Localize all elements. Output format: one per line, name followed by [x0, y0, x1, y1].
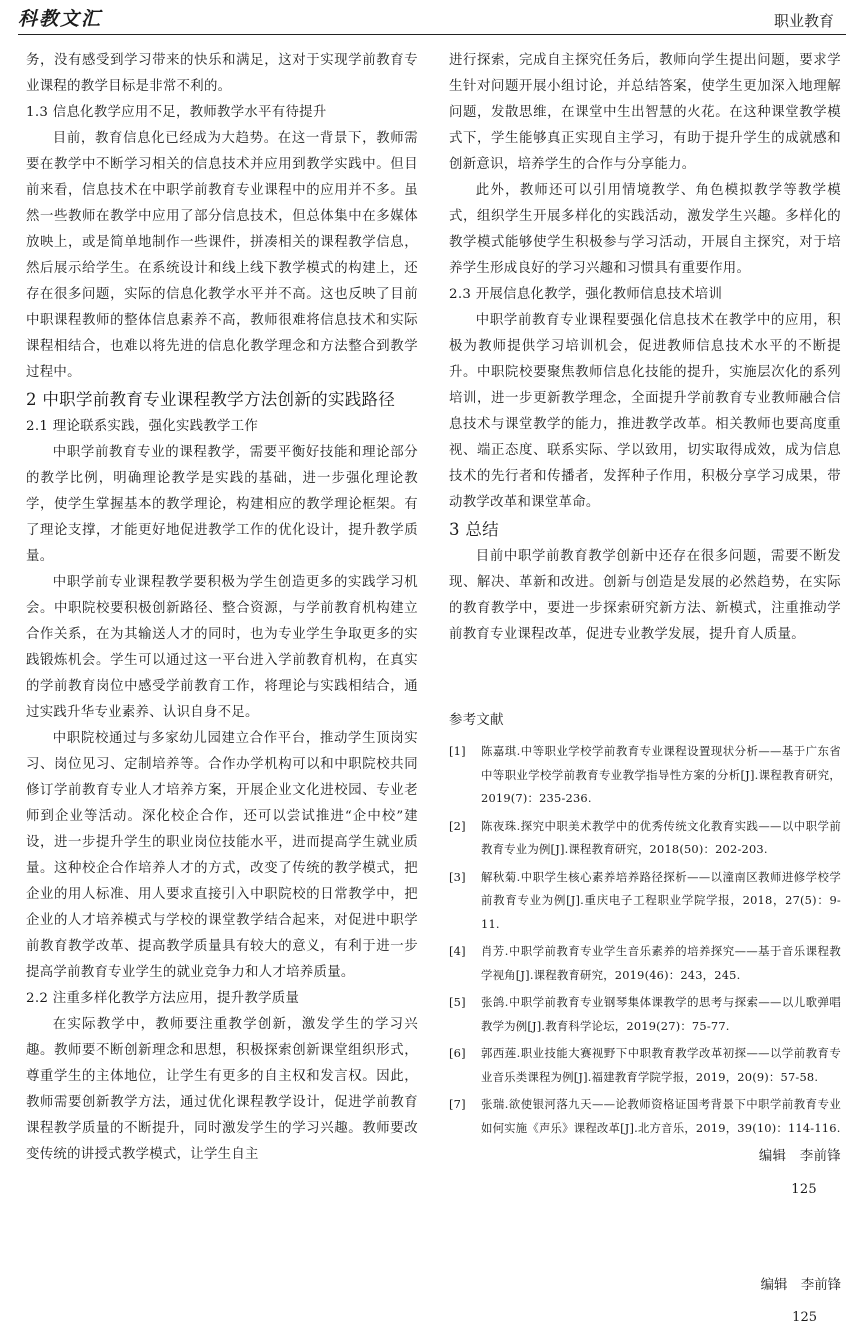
section-heading: 2 中职学前教育专业课程教学方法创新的实践路径 [26, 390, 396, 409]
reference-item [449, 1042, 841, 1089]
paragraph: 中职学前教育专业课程要强化信息技术在教学中的应用，积极为教师提供学习培训机会，促进教师信息技术水平的不断提升。中职院校要聚焦教师信息化技能的提升，实施层次化的系列培训，进一步更新教学理念，全面提升学前教育专业教师融合信息技术与课堂教学的能力，推进教学改革。相关教师也要高度重视、端正态度、联系实际、学以致用，切实取得成效，成为信息技术的先行者和传播者，发挥种子作用，积极分享学习成果，带动教学改革和课堂革命。 [449, 313, 841, 510]
subsection-heading: 2.2 注重多样化教学方法应用，提升教学质量 [26, 991, 300, 1006]
reference-item [449, 1093, 841, 1140]
reference-text: 张鸽.中职学前教育专业钢琴集体课教学的思考与探索——以儿歌弹唱教学为例[J].教育科学论坛，2019(27)：75-77. [481, 995, 841, 1033]
paragraph: 中职学前专业课程教学要积极为学生创造更多的实践学习机会。中职院校要积极创新路径、整合资源，与学前教育机构建立合作关系，在为其输送人才的同时，也为专业学生争取更多的实践锻炼机会。学生可以通过这一平台进入学前教育机构，在真实的学前教育岗位中感受学前教育工作，将理论与实践相结合，通过实践升华专业素养、认识自身不足。 [26, 575, 418, 720]
reference-number: [7] [449, 1097, 466, 1111]
footer-page-number: 125 [792, 1310, 817, 1325]
subsection-heading: 2.1 理论联系实践，强化实践教学工作 [26, 419, 259, 434]
paragraph: 中职院校通过与多家幼儿园建立合作平台，推动学生顶岗实习、岗位见习、定制培养等。合作办学机构可以和中职院校共同修订学前教育专业人才培养方案，开展企业文化进校园、专业老师到企业等活动。深化校企合作，还可以尝试推进“企中校”建设，进一步提升学生的职业岗位技能水平，进而提高学生就业质量。这种校企合作培养人才的方式，改变了传统的教学模式，把企业的用人标准、用人要求直接引入中职院校的日常教学中，把企业的人才培养模式与学校的课堂教学结合起来，对促进中职学前教育教学改革、提高教学质量具有较大的意义，有利于进一步提高学前教育专业学生的就业竞争力和人才培养质量。 [26, 731, 418, 980]
paragraph: 目前中职学前教育教学创新中还存在很多问题，需要不断发现、解决、革新和改进。创新与创造是发展的必然趋势，在实际的教育教学中，要进一步探索研究新方法、新模式，注重推动学前教育专业课程改革，促进专业教学发展，提升育人质量。 [449, 549, 841, 642]
paragraph: 此外，教师还可以引用情境教学、角色模拟教学等教学模式，组织学生开展多样化的实践活动，激发学生兴趣。多样化的教学模式能够使学生积极参与学习活动，开展自主探究，对于培养学生形成良好的学习兴趣和习惯具有重要作用。 [449, 183, 841, 276]
header-rule [18, 34, 846, 35]
reference-text: 解秋菊.中职学生核心素养培养路径探析——以潼南区教师进修学校学前教育专业为例[J].重庆电子工程职业学院学报，2018，27(5)：9-11. [481, 869, 841, 931]
reference-number: [6] [449, 1046, 466, 1060]
right-column-body [449, 48, 841, 648]
right-column [449, 48, 841, 1200]
reference-number: [2] [449, 818, 466, 833]
editor-credit: 编辑 李前锋 [758, 1149, 841, 1164]
reference-text: 肖芳.中职学前教育专业学生音乐素养的培养探究——基于音乐课程教学视角[J].课程教育研究，2019(46)：243，245. [481, 944, 841, 982]
reference-text: 陈嘉琪.中等职业学校学前教育专业课程设置现状分析——基于广东省中等职业学校学前教育专业教学指导性方案的分析[J].课程教育研究，2019(7)：235-236. [481, 744, 841, 805]
reference-text: 张瑞.欲使银河落九天——论教师资格证国考背景下中职学前教育专业如何实施《声乐》课程改革[J].北方音乐，2019，39(10)：114-116. [481, 1097, 841, 1135]
reference-text: 郭西莲.职业技能大赛视野下中职教育教学改革初探——以学前教育专业音乐类课程为例[J].福建教育学院学报，2019，20(9)：57-58. [481, 1046, 841, 1084]
reference-number: [1] [449, 744, 466, 758]
reference-item [449, 740, 841, 811]
paragraph: 进行探索，完成自主探究任务后，教师向学生提出问题，要求学生针对问题开展小组讨论，并总结答案，使学生更加深入地理解问题，发散思维，在课堂中生出智慧的火花。在这种课堂教学模式下，学生能够真正实现自主学习，有助于提升学生的成就感和创新意识，培养学生的合作与分享能力。 [449, 53, 841, 172]
references-list [449, 740, 841, 1140]
reference-item [449, 991, 841, 1038]
footer-editor-credit: 编辑 李前锋 [760, 1278, 841, 1293]
paragraph: 务，没有感受到学习带来的快乐和满足，这对于实现学前教育专业课程的教学目标是非常不利的。 [26, 53, 418, 94]
reference-text: 陈夜珠.探究中职美术教学中的优秀传统文化教育实践——以中职学前教育专业为例[J].课程教育研究，2018(50)：202-203. [481, 818, 841, 856]
reference-number: [4] [449, 944, 466, 958]
paragraph: 中职学前教育专业的课程教学，需要平衡好技能和理论部分的教学比例，明确理论教学是实践的基础，进一步强化理论教学，使学生掌握基本的教学理论，构建相应的教学理论框架。有了理论支撑，才能更好地促进教学工作的优化设计，提升教学质量。 [26, 445, 418, 564]
subsection-heading: 1.3 信息化教学应用不足，教师教学水平有待提升 [26, 105, 327, 120]
section-heading: 3 总结 [449, 520, 499, 539]
footer-block [449, 1276, 841, 1328]
reference-item [449, 940, 841, 987]
reference-item [449, 866, 841, 937]
reference-item [449, 815, 841, 862]
reference-number: [3] [449, 869, 466, 884]
subsection-heading: 2.3 开展信息化教学，强化教师信息技术培训 [449, 287, 723, 302]
journal-logo: 科教文汇 [18, 8, 103, 30]
page-number: 125 [791, 1182, 817, 1197]
paragraph: 在实际教学中，教师要注重教学创新，激发学生的学习兴趣。教师要不断创新理念和思想，积极探索创新课堂组织形式，尊重学生的主体地位，让学生有更多的自主权和发言权。因此，教师需要创新教学方法，通过优化课程教学设计，促进学前教育课程教学质量的不断提升，同时激发学生的学习兴趣。教师要改变传统的讲授式教学模式，让学生自主 [26, 1017, 418, 1162]
section-name: 职业教育 [773, 12, 834, 30]
left-column [26, 48, 418, 1168]
paragraph: 目前，教育信息化已经成为大趋势。在这一背景下，教师需要在教学中不断学习相关的信息技术并应用到教学实践中。但目前来看，信息技术在中职学前教育专业课程中的应用并不多。虽然一些教师在教学中应用了部分信息技术，但总体集中在多媒体放映上，或是简单地制作一些课件，拼凑相关的课程教学信息，然后展示给学生。在系统设计和线上线下教学模式的构建上，还存在很多问题，实际的信息化教学水平并不高。这也反映了目前中职课程教师的整体信息素养不高，教师很难将信息技术和实际课程相结合，也难以将先进的信息化教学理念和方法整合到教学过程中。 [26, 131, 418, 380]
reference-number: [5] [449, 995, 466, 1009]
page-header [0, 0, 864, 36]
references-title: 参考文献 [449, 713, 504, 728]
